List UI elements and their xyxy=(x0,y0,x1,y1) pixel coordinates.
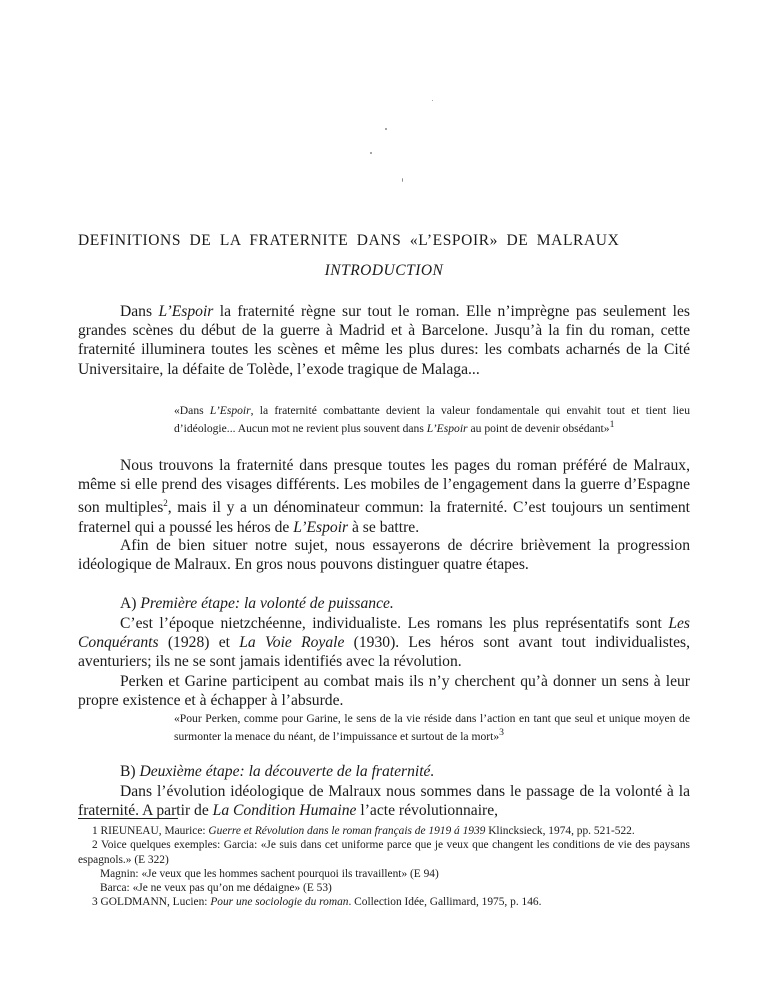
footnotes xyxy=(78,824,690,910)
footnote-2: 2 Voice quelques exemples: Garcia: «Je suis dans cet uniforme parce que je veux que changent les conditions de vie des paysans espagnols.» (E 322) xyxy=(78,839,690,866)
step-a-heading: A) Première étape: la volonté de puissance. xyxy=(120,595,394,612)
footnote-divider xyxy=(78,818,178,819)
footnote-2-example: Barca: «Je ne veux pas qu’on me dédaigne» (E 53) xyxy=(100,882,332,895)
page-title: DEFINITIONS DE LA FRATERNITE DANS «L’ESPOIR» DE MALRAUX xyxy=(78,232,620,249)
footnote-2-example: Magnin: «Je veux que les hommes sachent pourquoi ils travaillent» (E 94) xyxy=(100,867,439,880)
footnote-3: 3 GOLDMANN, Lucien: Pour une sociologie du roman. Collection Idée, Gallimard, 1975, p. 146. xyxy=(92,896,542,909)
scan-speck xyxy=(370,152,372,154)
footnote-1: 1 RIEUNEAU, Maurice: Guerre et Révolution dans le roman français de 1919 á 1939 Klincksieck, 1974, pp. 521-522. xyxy=(92,825,635,837)
scan-speck xyxy=(402,178,403,182)
step-b-heading: B) Deuxième étape: la découverte de la fraternité. xyxy=(120,763,435,780)
paragraph-6: Dans l’évolution idéologique de Malraux nous sommes dans le passage de la volonté à la fraternité. A partir de La Condition Humaine l’acte révolutionnaire, xyxy=(78,783,690,820)
paragraph-5: Perken et Garine participent au combat mais ils n’y cherchent qu’à donner un sens à leur propre existence et à échapper à l’absurde. xyxy=(78,673,690,710)
section-heading: INTRODUCTION xyxy=(324,262,444,279)
paragraph-4: C’est l’époque nietzchéenne, individualiste. Les romans les plus représentatifs sont Les Conquérants (1928) et La Voie Royale (1930). Les héros sont avant tout individualistes, aventuriers; ils ne se sont jamais identifiés avec la révolution. xyxy=(78,615,690,671)
scan-speck xyxy=(385,128,387,130)
block-quote-2: «Pour Perken, comme pour Garine, le sens de la vie réside dans l’action en tant que seul et unique moyen de surmonter la menace du néant, de l’impuissance et surtout de la mort»$^3$ xyxy=(174,712,690,744)
block-quote-1: «Dans L’Espoir, la fraternité combattante devient la valeur fondamentale qui envahit tout et tient lieu d’idéologie... Aucun mot ne revient plus souvent dans L’Espoir au point de devenir obsédant»$^1$ xyxy=(174,404,690,436)
paragraph-3: Afin de bien situer notre sujet, nous essayerons de décrire brièvement la progression idéologique de Malraux. En gros nous pouvons distinguer quatre étapes. xyxy=(78,537,690,574)
scan-speck xyxy=(432,100,433,101)
paragraph-2: Nous trouvons la fraternité dans presque toutes les pages du roman préféré de Malraux, même si elle prend des visages différents. Les mobiles de l’engagement dans la guerre d’Espagne son multiples$^2$, mais il y a un dénominateur commun: la fraternité. C’est toujours un sentiment fraternel qui a poussé les héros de L’Espoir à se battre. xyxy=(78,457,690,536)
paragraph-1: Dans L’Espoir la fraternité règne sur tout le roman. Elle n’imprègne pas seulement les grandes scènes du début de la guerre à Madrid et à Barcelone. Jusqu’à la fin du roman, cette fraternité illuminera toutes les scènes et même les plus dures: les combats acharnés de la Cité Universitaire, la défaite de Tolède, l’exode tragique de Malaga... xyxy=(78,303,690,378)
